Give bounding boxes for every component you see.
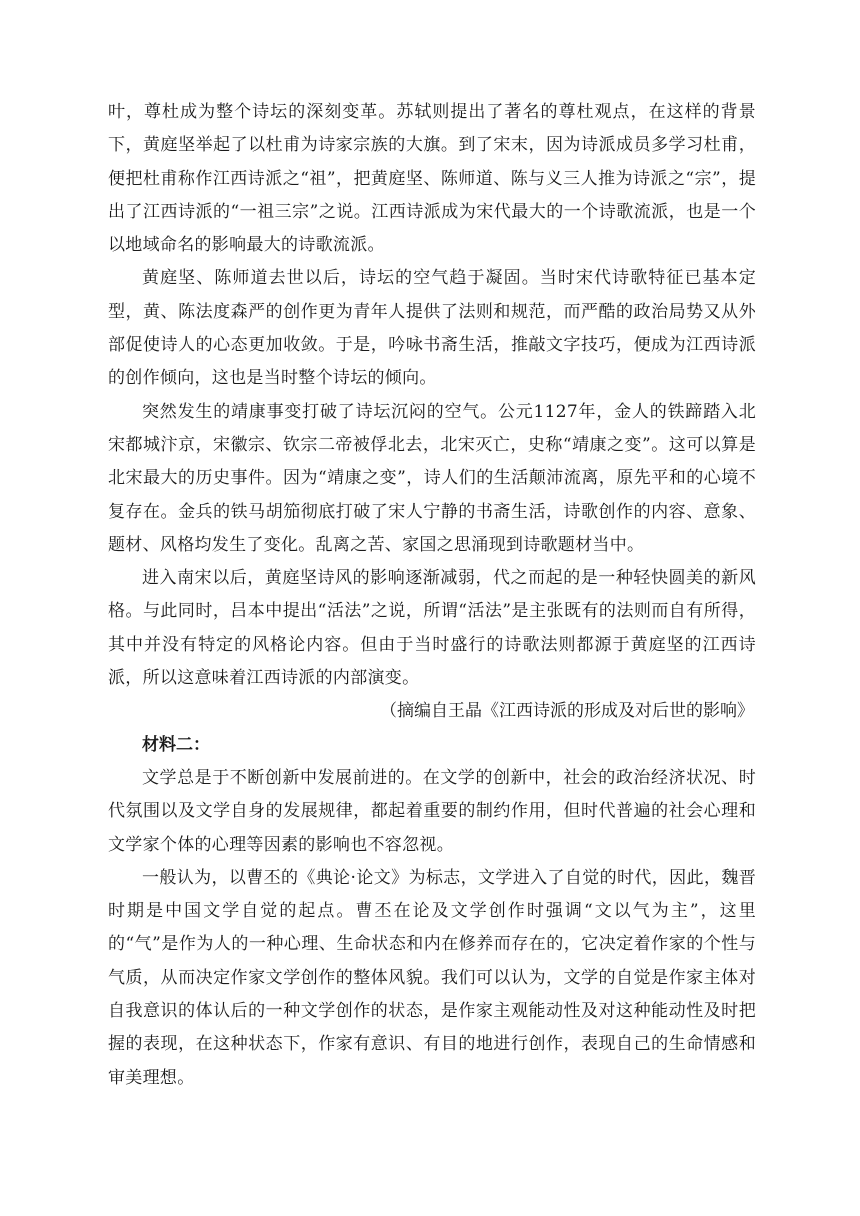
section-heading: 材料二： <box>142 734 210 755</box>
paragraph: 突然发生的靖康事变打破了诗坛沉闷的空气。公元1127年，金人的铁蹄踏入北宋都城汴京，宋徽宗、钦宗二帝被俘北去，北宋灭亡，史称“靖康之变”。这可以算是北宋最大的历史事件。因为“靖康之变”，诗人们的生活颠沛流离，原先平和的心境不复存在。金兵的铁马胡笳彻底打破了宋人宁静的书斋生活，诗歌创作的内容、意象、题材、风格均发生了变化。乱离之苦、家国之思涌现到诗歌题材当中。 <box>108 401 756 555</box>
paragraph: 一般认为，以曹丕的《典论·论文》为标志，文学进入了自觉的时代，因此，魏晋时期是中国文学自觉的起点。曹丕在论及文学创作时强调“文以气为主”，这里的“气”是作为人的一种心理、生命状态和内在修养而存在的，它决定着作家的个性与气质，从而决定作家文学创作的整体风貌。我们可以认为，文学的自觉是作家主体对自我意识的体认后的一种文学创作的状态，是作家主观能动性及对这种能动性及时把握的表现，在这种状态下，作家有意识、有目的地进行创作，表现自己的生命情感和审美理想。 <box>108 867 756 1088</box>
document-page <box>108 96 756 1095</box>
paragraph-continued: 叶，尊杜成为整个诗坛的深刻变革。苏轼则提出了著名的尊杜观点，在这样的背景下，黄庭坚举起了以杜甫为诗家宗族的大旗。到了宋末，因为诗派成员多学习杜甫，便把杜甫称作江西诗派之“祖”，把黄庭坚、陈师道、陈与义三人推为诗派之“宗”，提出了江西诗派的“一祖三宗”之说。江西诗派成为宋代最大的一个诗歌流派，也是一个以地域命名的影响最大的诗歌流派。 <box>108 102 756 256</box>
paragraph: 黄庭坚、陈师道去世以后，诗坛的空气趋于凝固。当时宋代诗歌特征已基本定型，黄、陈法度森严的创作更为青年人提供了法则和规范，而严酷的政治局势又从外部促使诗人的心态更加收敛。于是，吟咏书斋生活，推敲文字技巧，便成为江西诗派的创作倾向，这也是当时整个诗坛的倾向。 <box>108 268 756 389</box>
paragraph: 文学总是于不断创新中发展前进的。在文学的创新中，社会的政治经济状况、时代氛围以及文学自身的发展规律，都起着重要的制约作用，但时代普遍的社会心理和文学家个体的心理等因素的影响也不容忽视。 <box>108 767 756 855</box>
paragraph: 进入南宋以后，黄庭坚诗风的影响逐渐减弱，代之而起的是一种轻快圆美的新风格。与此同时，吕本中提出“活法”之说，所谓“活法”是主张既有的法则而自有所得，其中并没有特定的风格论内容。但由于当时盛行的诗歌法则都源于黄庭坚的江西诗派，所以这意味着江西诗派的内部演变。 <box>108 568 756 689</box>
source-citation: （摘编自王晶《江西诗派的形成及对后世的影响》 <box>380 701 754 722</box>
